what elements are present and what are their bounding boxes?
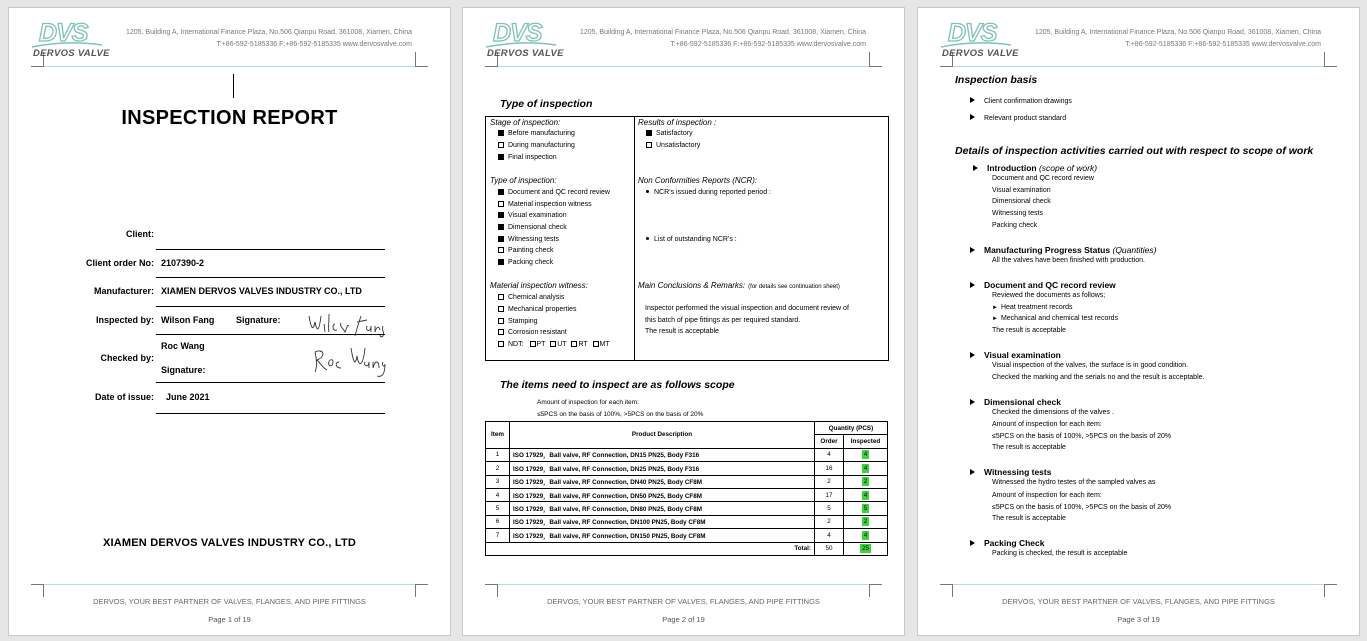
cell-inspected [844,515,888,528]
cell-description: ISO 17929，Ball valve, RF Connection, DN80 PN25, Body CF8M [510,502,815,515]
details-title: Details of inspection activities carried out with respect to scope of work [955,145,1314,157]
table-row [486,515,888,528]
cell-order: 2 [815,475,844,488]
ndt-item: RT [578,341,588,348]
total-order: 50 [815,542,844,555]
cell-inspected [844,462,888,475]
dim-line: Amount of inspection for each item: [992,421,1102,428]
conclusion-heading-text: Main Conclusions & Remarks: [638,281,746,290]
cell-item: 5 [486,502,510,515]
footer-slogan: DERVOS, YOUR BEST PARTNER OF VALVES, FLANGES, AND PIPE FITTINGS [547,597,820,606]
cell-inspected [844,529,888,542]
witness-line: The result is acceptable [992,515,1066,522]
order-label: Client order No: [85,258,154,268]
checkbox-icon [498,154,504,160]
signature-label: Signature: [236,315,281,325]
page-1 [8,7,451,636]
material-item-label: Corrosion resistant [508,329,567,336]
bullet-icon [646,237,649,240]
witness-line: ≤5PCS on the basis of 100%, >5PCS on the basis of 20% [992,504,1172,511]
doc-line-text: Mechanical and chemical test records [1000,315,1119,322]
intro-item: Document and QC record review [992,175,1094,182]
inspection-box [485,116,889,361]
basis-title: Inspection basis [955,74,1038,86]
inspected-by-label: Inspected by: [95,315,154,325]
visual-line: Checked the marking and the serials no and the result is acceptable. [992,374,1205,381]
field-rule [156,306,385,307]
manufacturer-value: XIAMEN DERVOS VALVES INDUSTRY CO., LTD [161,286,362,296]
report-title: INSPECTION REPORT [121,107,338,129]
results-item-label: Unsatisfactory [656,142,701,149]
doc-line: Reviewed the documents as follows; [992,292,1106,299]
header-rule [498,66,869,67]
crop-mark [869,52,882,67]
inspected-value: 4 [863,531,868,539]
cell-description: ISO 17929，Ball valve, RF Connection, DN25 PN25, Body F316 [510,462,815,475]
checked-by-label: Checked by: [100,353,154,363]
stage-item-label: Before manufacturing [508,130,575,137]
stage-item [498,154,557,161]
dim-line: ≤5PCS on the basis of 100%, >5PCS on the basis of 20% [992,433,1172,440]
basis-item-label: Client confirmation drawings [984,98,1072,105]
signature-roc-wang [311,342,387,380]
amount-rule: ≤5PCS on the basis of 100%, >5PCS on the basis of 20% [537,411,704,418]
table-header-row [486,422,888,435]
field-rule [156,277,385,278]
cell-order: 4 [815,529,844,542]
intro-item: Witnessing tests [992,210,1043,217]
material-item [498,294,564,301]
col-description: Product Description [510,422,815,449]
type-item-label: Dimensional check [508,224,567,231]
checkbox-icon [498,294,504,300]
checkbox-icon [498,318,504,324]
manufacturer-label: Manufacturer: [93,286,154,296]
stage-item [498,130,575,137]
checkbox-icon [498,259,504,265]
packing-heading [970,538,1044,548]
results-item-label: Satisfactory [656,130,693,137]
client-label: Client: [126,229,154,239]
inspected-value: 4 [863,491,868,499]
type-item-label: Packing check [508,259,554,266]
progress-heading [970,245,1156,255]
cell-inspected [844,475,888,488]
logo-text: DERVOS VALVE [33,48,110,59]
table-total-row [486,542,888,555]
arrow-icon [973,165,978,171]
type-item [498,224,567,231]
checked-by-value: Roc Wang [161,341,205,351]
dim-heading [970,397,1061,407]
intro-note: (scope of work) [1038,163,1098,173]
dim-line: Checked the dimensions of the valves . [992,409,1114,416]
material-heading: Material inspection witness: [490,281,588,290]
checkbox-icon [646,130,652,136]
box-divider [634,117,635,360]
crop-mark [415,584,428,597]
visual-heading [970,350,1061,360]
progress-note: (Quantities) [1112,245,1157,255]
type-item [498,201,592,208]
checkbox-icon [498,224,504,230]
total-inspected-cell [844,542,888,555]
checkbox-icon [498,247,504,253]
table-row [486,475,888,488]
material-item-label: Chemical analysis [508,294,565,301]
total-label: Total: [486,542,815,555]
dim-line: The result is acceptable [992,444,1066,451]
conclusion-note: (for details see continuation sheet) [748,284,840,290]
checkbox-icon [571,341,577,347]
header-address: 1205, Building A, International Finance Plaza, No.506 Qianpu Road, 361008, Xiamen, China [1034,29,1321,36]
cell-inspected [844,488,888,501]
crop-mark [940,584,953,597]
ncr-issued [646,189,771,196]
arrow-icon [970,399,975,405]
logo-mark: DVS [39,19,88,47]
checkbox-icon [498,236,504,242]
stage-heading: Stage of inspection: [490,118,561,127]
cell-description: ISO 17929，Ball valve, RF Connection, DN50 PN25, Body CF8M [510,488,815,501]
type-item [498,259,553,266]
arrow-icon [970,114,975,120]
ncr-issued-label: NCR’s issued during reported period : [654,189,771,196]
crop-mark [1324,52,1337,67]
crop-mark [485,584,498,597]
company-logo [938,19,1019,62]
stage-item-label: Final inspection [508,154,557,161]
text-cursor [233,74,234,98]
ncr-outstanding-label: List of outstanding NCR’s : [654,236,737,243]
cell-description: ISO 17929，Ball valve, RF Connection, DN150 PN25, Body CF8M [510,529,815,542]
checkbox-icon [498,341,504,347]
company-logo [29,19,110,62]
cell-item: 3 [486,475,510,488]
material-item-label: Stamping [508,318,538,325]
doc-heading-text: Document and QC record review [984,280,1116,290]
type-item [498,247,554,254]
footer-slogan: DERVOS, YOUR BEST PARTNER OF VALVES, FLANGES, AND PIPE FITTINGS [93,597,366,606]
packing-heading-text: Packing Check [984,538,1045,548]
checkbox-icon [498,189,504,195]
inspected-value: 2 [863,478,868,486]
material-item [498,329,567,336]
cell-item: 1 [486,448,510,461]
company-name: XIAMEN DERVOS VALVES INDUSTRY CO., LTD [102,537,357,549]
field-rule [156,249,385,250]
amount-label: Amount of inspection for each item: [537,399,639,406]
checkbox-icon [498,142,504,148]
table-row [486,488,888,501]
field-rule [156,334,385,335]
cell-description: ISO 17929，Ball valve, RF Connection, DN40 PN25, Body CF8M [510,475,815,488]
inspected-value: 4 [863,464,868,472]
results-heading: Results of inspection : [638,118,717,127]
header-rule [44,66,415,67]
header-contact: T:+86-592-5185336 F:+86-592-5185335 www.dervosvalve.com [670,41,866,48]
results-item [646,130,693,137]
ndt-item: UT [557,341,567,348]
type-item-label: Witnessing tests [508,236,559,243]
intro-item: Visual examination [992,187,1051,194]
order-value: 2107390-2 [161,258,205,268]
type-item [498,189,610,196]
table-row [486,462,888,475]
header-contact: T:+86-592-5185336 F:+86-592-5185335 www.dervosvalve.com [216,41,412,48]
intro-item: Packing check [992,222,1038,229]
checkbox-icon [550,341,556,347]
cell-description: ISO 17929，Ball valve, RF Connection, DN15 PN25, Body F316 [510,448,815,461]
doc-line [992,315,1118,322]
material-item-label: Mechanical properties [508,306,577,313]
small-arrow-icon: ► [992,305,998,311]
header-address: 1205, Building A, International Finance Plaza, No.506 Qianpu Road, 361008, Xiamen, China [125,29,412,36]
col-quantity: Quantity (PCS) [815,422,888,435]
col-item: Item [486,422,510,449]
checkbox-icon [498,130,504,136]
arrow-icon [970,247,975,253]
witness-line: Witnessed the hydro testes of the sampled valves as [992,479,1156,486]
doc-line [992,304,1073,311]
doc-line-text: Heat treatment records [1000,304,1073,311]
checkbox-icon [498,306,504,312]
type-item-label: Material inspection witness [508,201,592,208]
conclusion-line: this batch of pipe fittings as per required standard. [645,317,801,324]
crop-mark [31,584,44,597]
inspected-value: 2 [863,518,868,526]
basis-item-label: Relevant product standard [984,115,1067,122]
inspected-value: 4 [863,451,868,459]
type-item-label: Visual examination [508,212,567,219]
items-table [485,421,888,556]
logo-text: DERVOS VALVE [487,48,564,59]
header-rule [953,66,1324,67]
arrow-icon [970,97,975,103]
checkbox-icon [498,201,504,207]
basis-item [970,97,1072,105]
field-rule [156,413,385,414]
cell-description: ISO 17929，Ball valve, RF Connection, DN100 PN25, Body CF8M [510,515,815,528]
visual-line: Visual inspection of the valves, the surface is in good condition. [992,362,1188,369]
header-address: 1205, Building A, International Finance Plaza, No.506 Qianpu Road, 361008, Xiamen, China [579,29,866,36]
logo-mark: DVS [493,19,542,47]
ndt-item: MT [599,341,610,348]
ndt-item: PT [536,341,546,348]
small-arrow-icon: ► [992,316,998,322]
material-item [498,306,576,313]
type-item-label: Document and QC record review [508,189,610,196]
footer-rule [953,584,1324,585]
progress-text: All the valves have been finished with production. [992,257,1145,264]
intro-heading [973,163,1097,173]
cell-order: 2 [815,515,844,528]
inspected-by-value: Wilson Fang [161,315,215,325]
page-3 [917,7,1360,636]
conclusion-heading [638,281,840,290]
logo-mark: DVS [948,19,997,47]
checkbox-icon [498,329,504,335]
visual-heading-text: Visual examination [984,350,1061,360]
cell-item: 4 [486,488,510,501]
intro-item: Dimensional check [992,198,1051,205]
page-number: Page 1 of 19 [208,615,251,624]
page-number: Page 2 of 19 [662,615,705,624]
type-of-inspection-title: Type of inspection [500,98,593,110]
cell-order: 4 [815,448,844,461]
checkbox-icon [530,341,536,347]
inspected-value: 5 [863,505,868,513]
cell-order: 16 [815,462,844,475]
company-logo [483,19,564,62]
arrow-icon [970,352,975,358]
field-rule [156,382,385,383]
arrow-icon [970,540,975,546]
cell-order: 17 [815,488,844,501]
checkbox-icon [498,212,504,218]
footer-slogan: DERVOS, YOUR BEST PARTNER OF VALVES, FLANGES, AND PIPE FITTINGS [1002,597,1275,606]
crop-mark [1324,584,1337,597]
doc-line: The result is acceptable [992,327,1066,334]
page-number: Page 3 of 19 [1117,615,1160,624]
intro-heading-text: Introduction [987,163,1037,173]
conclusion-line: Inspector performed the visual inspection and document review of [645,305,849,312]
checked-signature-label: Signature: [161,365,206,375]
crop-mark [869,584,882,597]
logo-text: DERVOS VALVE [942,48,1019,59]
witness-heading [970,467,1051,477]
packing-text: Packing is checked, the result is acceptable [992,550,1128,557]
footer-rule [44,584,415,585]
arrow-icon [970,282,975,288]
date-value: June 2021 [166,392,210,402]
conclusion-line: The result is acceptable [645,328,719,335]
cell-order: 5 [815,502,844,515]
type-item [498,236,559,243]
ncr-heading: Non Conformities Reports (NCR): [638,176,758,185]
checkbox-icon [593,341,599,347]
type-heading: Type of inspection: [490,176,557,185]
header-contact: T:+86-592-5185336 F:+86-592-5185335 www.dervosvalve.com [1125,41,1321,48]
witness-heading-text: Witnessing tests [984,467,1052,477]
material-item [498,318,538,325]
witness-line: Amount of inspection for each item: [992,492,1102,499]
table-row [486,529,888,542]
basis-item [970,114,1066,122]
doc-heading [970,280,1116,290]
ncr-outstanding [646,236,737,243]
ndt-row [498,341,610,348]
col-order: Order [815,435,844,448]
table-row [486,448,888,461]
stage-item [498,142,575,149]
table-row [486,502,888,515]
arrow-icon [970,469,975,475]
progress-heading-text: Manufacturing Progress Status [984,245,1111,255]
cell-item: 7 [486,529,510,542]
dim-heading-text: Dimensional check [984,397,1062,407]
bullet-icon [646,190,649,193]
cell-item: 6 [486,515,510,528]
results-item [646,142,700,149]
cell-inspected [844,502,888,515]
checkbox-icon [646,142,652,148]
items-title: The items need to inspect are as follows scope [500,379,735,391]
total-inspected: 25 [861,545,869,553]
ndt-label: NDT: [508,341,524,348]
date-label: Date of issue: [94,392,154,402]
type-item-label: Painting check [508,247,554,254]
type-item [498,212,567,219]
cell-inspected [844,448,888,461]
footer-rule [498,584,869,585]
stage-item-label: During manufacturing [508,142,575,149]
page-2 [462,7,905,636]
cell-item: 2 [486,462,510,475]
crop-mark [415,52,428,67]
col-inspected: Inspected [844,435,888,448]
